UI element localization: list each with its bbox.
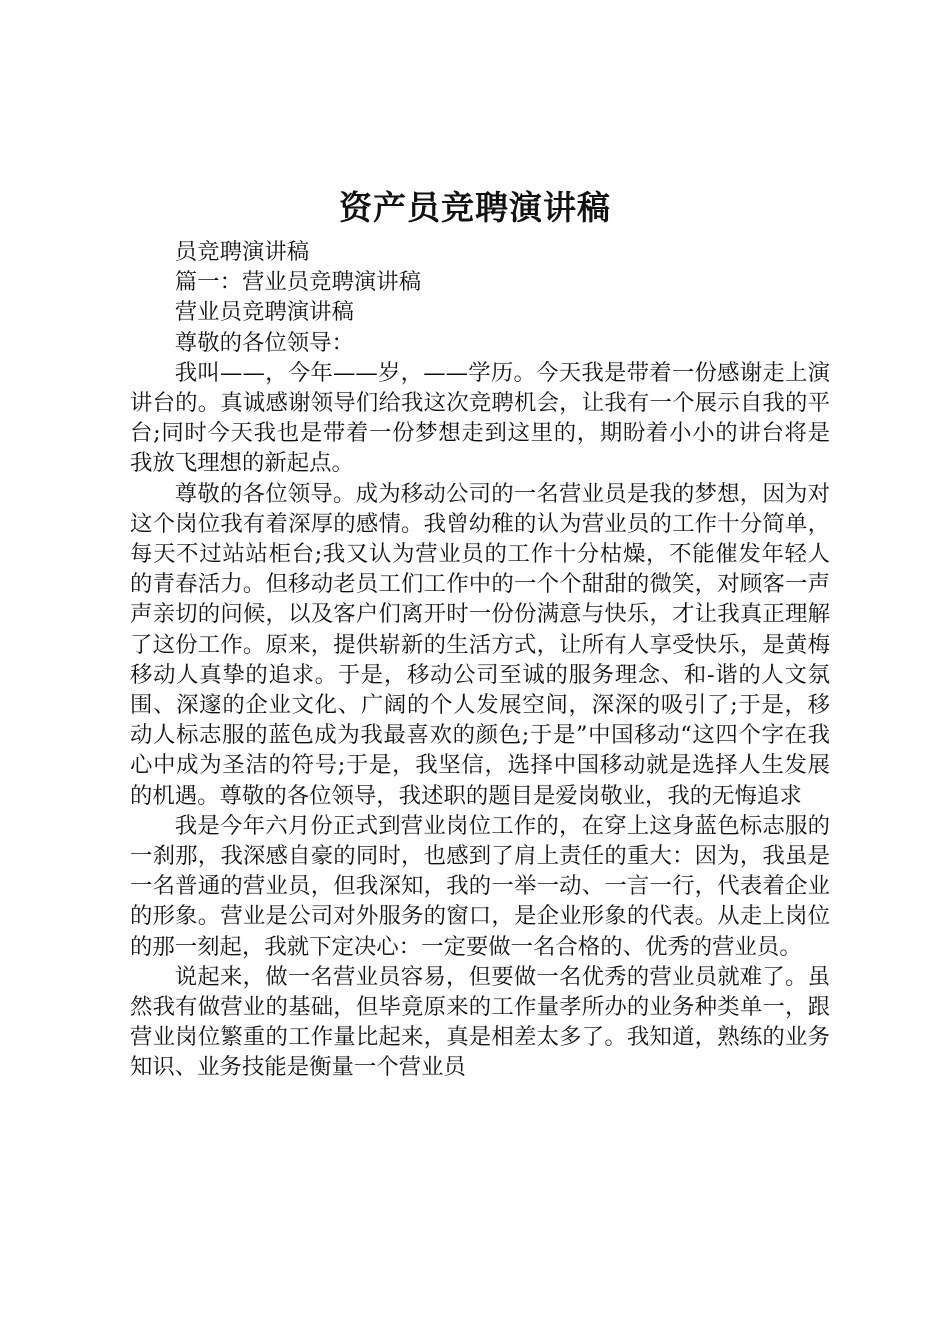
- paragraph-excellence: 说起来，做一名营业员容易，但要做一名优秀的营业员就难了。虽然我有做营业的基础，但毕竟原来的工作量孝所办的业务种类单一，跟营业岗位繁重的工作量比起来，真是相差太多了。我知道，熟练的业务知识、业务技能是衡量一个营业员: [130, 963, 830, 1081]
- subtitle-line: 员竞聘演讲稿: [174, 239, 310, 265]
- document-body: [130, 237, 830, 1083]
- section-heading: 篇一：营业员竞聘演讲稿: [174, 269, 422, 296]
- document-title: 资产员竞聘演讲稿: [339, 188, 611, 227]
- paragraph-dream: 尊敬的各位领导。成为移动公司的一名营业员是我的梦想，因为对这个岗位我有着深厚的感情。我曾幼稚的认为营业员的工作十分简单，每天不过站站柜台;我又认为营业员的工作十分枯燥，不能催发年轻人的青春活力。但移动老员工们工作中的一个个甜甜的微笑，对顾客一声声亲切的问候，以及客户们离开时一份份满意与快乐，才让我真正理解了这份工作。原来，提供崭新的生活方式，让所有人享受快乐，是黄梅移动人真挚的追求。于是，移动公司至诚的服务理念、和-谐的人文氛围、深邃的企业文化、广阔的个人发展空间，深深的吸引了;于是，移动人标志服的蓝色成为我最喜欢的颜色;于是”中国移动“这四个字在我心中成为圣洁的符号;于是，我坚信，选择中国移动就是选择人生发展的机遇。尊敬的各位领导，我述职的题目是爱岗敬业，我的无悔追求: [130, 480, 830, 809]
- speech-title: 营业员竞聘演讲稿: [174, 299, 354, 326]
- paragraph-work-start: 我是今年六月份正式到营业岗位工作的，在穿上这身蓝色标志服的一刹那，我深感自豪的同时，也感到了肩上责任的重大：因为，我虽是一名普通的营业员，但我深知，我的一举一动、一言一行，代表着企业的形象。营业是公司对外服务的窗口，是企业形象的代表。从走上岗位的那一刻起，我就下定决心：一定要做一名合格的、优秀的营业员。: [130, 812, 830, 960]
- paragraph-intro: 我叫——，今年——岁，——学历。今天我是带着一份感谢走上演讲台的。真诚感谢领导们给我这次竞聘机会，让我有一个展示自我的平台;同时今天我也是带着一份梦想走到这里的，期盼着小小的讲台将是我放飞理想的新起点。: [130, 359, 830, 477]
- salutation: 尊敬的各位领导：: [174, 329, 354, 356]
